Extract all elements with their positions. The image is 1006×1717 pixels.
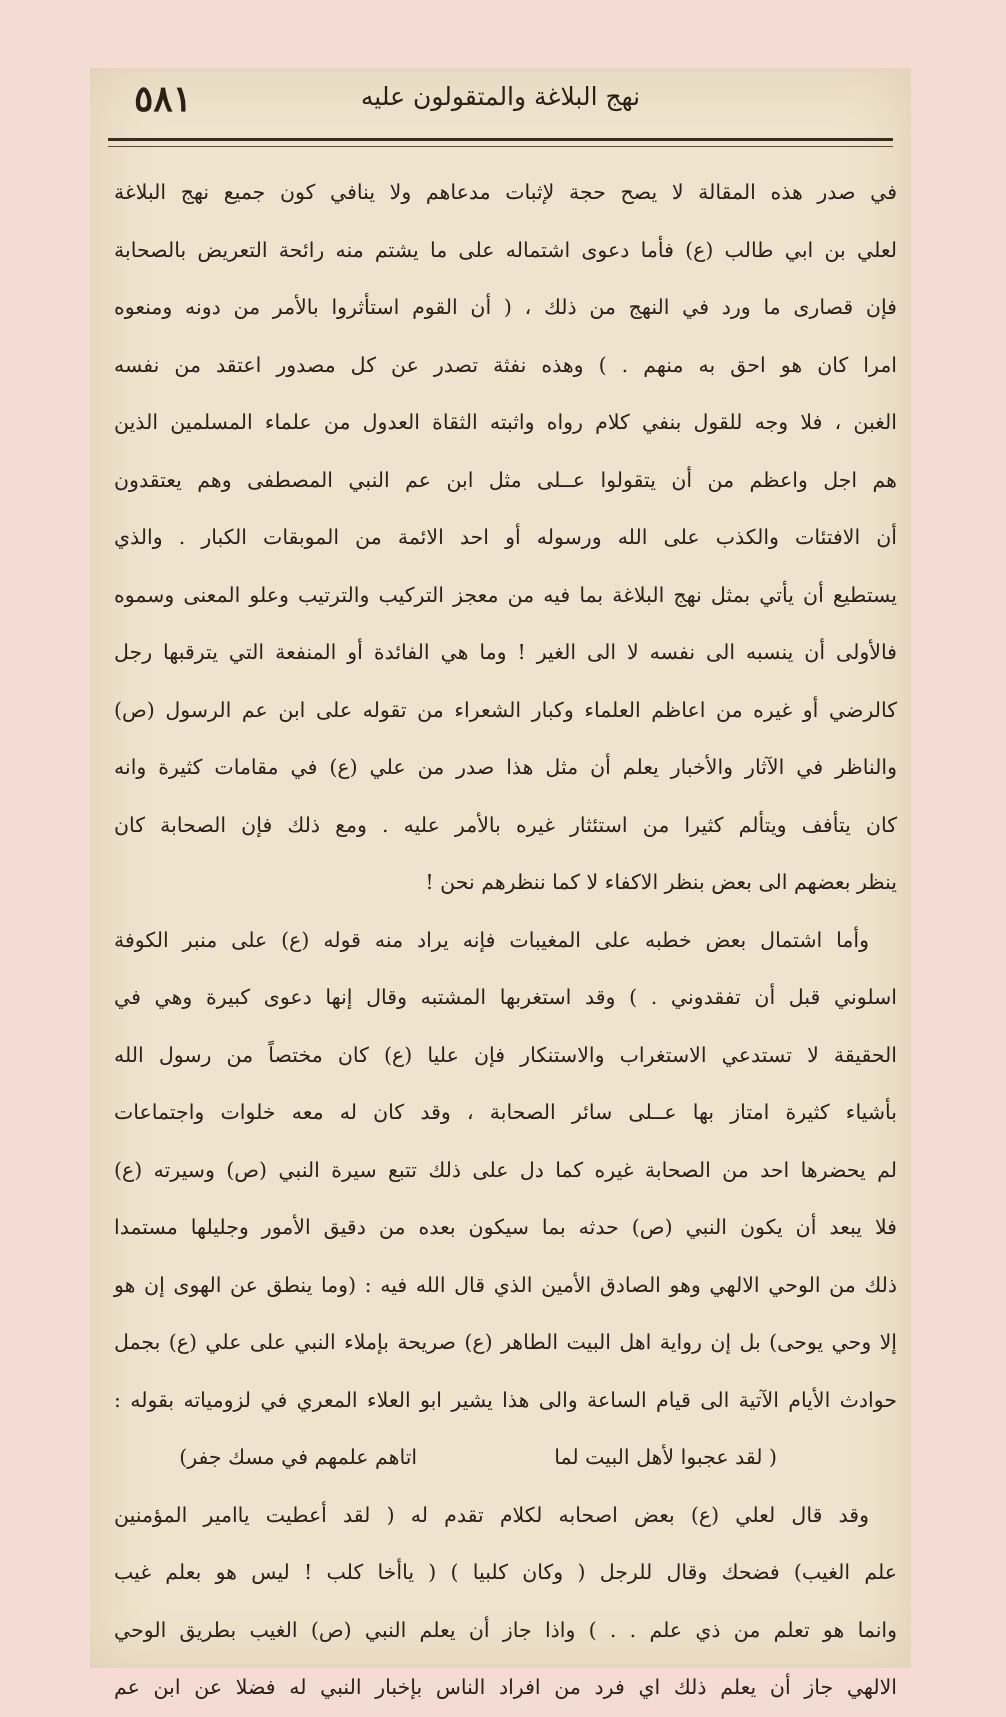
text-line: والناظر في الآثار والأخبار يعلم أن مثل هذا صدر من علي (ع) في مقامات كثيرة وانه <box>114 755 897 779</box>
text-line: بأشياء كثيرة امتاز بها عــلى سائر الصحابة ، وقد كان له معه خلوات واجتماعات <box>114 1100 897 1124</box>
header-rule-thick <box>108 138 893 141</box>
page-number: ٥٨١ <box>134 78 193 120</box>
text-line: ذلك من الوحي الالهي وهو الصادق الأمين الذي قال الله فيه : (وما ينطق عن الهوى إن هو <box>114 1272 897 1297</box>
book-page <box>90 68 911 1699</box>
text-line: حوادث الأيام الآتية الى قيام الساعة والى هذا يشير ابو العلاء المعري في لزومياته بقوله : <box>114 1387 897 1412</box>
header-rule-thin <box>108 146 893 147</box>
text-line: وانما هو تعلم من ذي علم . . ) واذا جاز أن يعلم النبي (ص) الغيب بطريق الوحي <box>114 1617 897 1642</box>
text-line: لم يحضرها احد من الصحابة غيره كما دل على ذلك تتبع سيرة النبي (ص) وسيرته (ع) <box>114 1157 897 1182</box>
text-line: هم اجل واعظم من أن يتقولوا عــلى مثل ابن عم النبي المصطفى وهم يعتقدون <box>114 467 897 492</box>
text-line: ينظر بعضهم الى بعض بنظر الاكفاء لا كما ننظرهم نحن ! <box>425 870 897 894</box>
text-line: يستطيع أن يأتي بمثل نهج البلاغة بما فيه من معجز التركيب والترتيب وعلو المعنى وسموه <box>114 582 897 607</box>
text-line: اسلوني قبل أن تفقدوني . ) وقد استغربها المشتبه وقال إنها دعوى كبيرة وهي في <box>114 985 897 1009</box>
text-line: امرا كان هو احق به منهم . ) وهذه نفثة تصدر عن كل مصدور اعتقد من نفسه <box>114 352 897 377</box>
text-line: كان يتأفف ويتألم كثيرا من استئثار غيره بالأمر عليه . ومع ذلك فإن الصحابة كان <box>114 812 897 837</box>
text-line: الغبن ، فلا وجه للقول بنفي كلام رواه واثبته الثقاة العدول من علماء المسلمين الذين <box>114 410 897 434</box>
body-text <box>114 164 897 1717</box>
text-line: فلا يبعد أن يكون النبي (ص) حدثه بما سيكون بعده من دقيق الأمور وجليلها مستمدا <box>114 1215 897 1239</box>
page-header <box>90 68 911 134</box>
text-line: علم الغيب) فضحك وقال للرجل ( وكان كلبيا ) ( ياأخا كلب ! ليس هو بعلم غيب <box>114 1560 897 1584</box>
verse-first-hemistich: ( لقد عجبوا لأهل البيت لما <box>554 1445 777 1469</box>
text-line: أن الافتئات والكذب على الله ورسوله أو احد الائمة من الموبقات الكبار . والذي <box>114 525 897 549</box>
text-line: الالهي جاز أن يعلم ذلك اي فرد من افراد الناس بإخبار النبي له فضلا عن ابن عم <box>114 1675 897 1699</box>
text-line: إلا وحي يوحى) بل إن رواية اهل البيت الطاهر (ع) صريحة بإملاء النبي على علي (ع) بجمل <box>114 1330 897 1354</box>
text-line: في صدر هذه المقالة لا يصح حجة لإثبات مدعاهم ولا ينافي كون جميع نهج البلاغة <box>114 180 897 204</box>
poetry-verse <box>114 1429 897 1487</box>
verse-second-hemistich: اتاهم علمهم في مسك جفر) <box>179 1445 418 1469</box>
text-line: كالرضي أو غيره من اعاظم العلماء وكبار الشعراء من تقوله على ابن عم الرسول (ص) <box>114 697 897 722</box>
verse-gap <box>437 1429 474 1487</box>
text-line: الحقيقة لا تستدعي الاستغراب والاستنكار فإن عليا (ع) كان مختصاً من رسول الله <box>114 1042 897 1067</box>
running-title: نهج البلاغة والمتقولون عليه <box>360 82 641 111</box>
paragraph-start-line: وأما اشتمال بعض خطبه على المغيبات فإنه يراد منه قوله (ع) على منبر الكوفة <box>114 927 869 952</box>
text-line: لعلي بن ابي طالب (ع) فأما دعوى اشتماله على ما يشتم منه رائحة التعريض بالصحابة <box>114 237 897 262</box>
text-line: فإن قصارى ما ورد في النهج من ذلك ، ( أن القوم استأثروا بالأمر من دونه ومنعوه <box>114 295 897 319</box>
text-line: فالأولى أن ينسبه الى نفسه لا الى الغير ! وما هي الفائدة أو المنفعة التي يترقبها رجل <box>114 640 897 664</box>
paragraph-start-line: وقد قال لعلي (ع) بعض اصحابه لكلام تقدم له ( لقد أعطيت ياامير المؤمنين <box>114 1502 869 1527</box>
